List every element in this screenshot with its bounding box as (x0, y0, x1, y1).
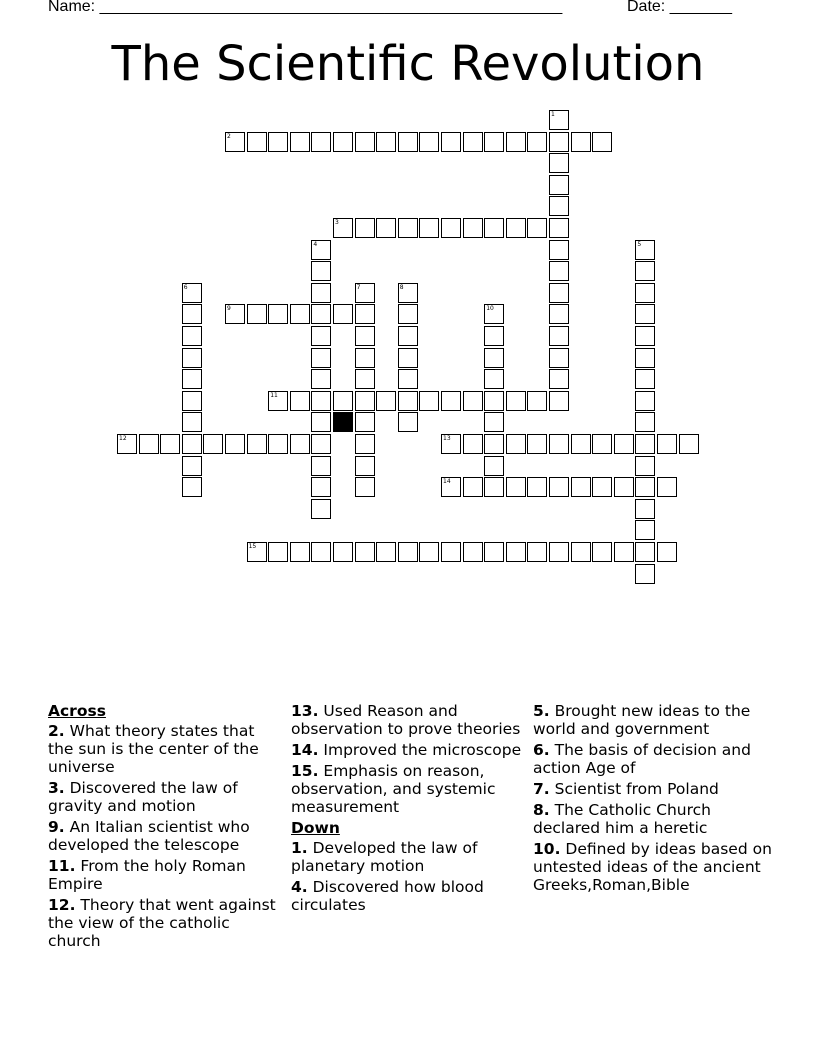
clue-across-9: 9. An Italian scientist who developed the telescope (48, 818, 250, 854)
grid-cell[interactable] (679, 434, 699, 454)
grid-cell[interactable] (657, 477, 677, 497)
grid-cell[interactable] (549, 283, 569, 303)
grid-cell[interactable] (355, 283, 375, 303)
grid-cell[interactable] (355, 477, 375, 497)
grid-cell[interactable] (398, 304, 418, 324)
grid-cell[interactable] (635, 564, 655, 584)
grid-cell[interactable] (506, 391, 526, 411)
grid-cell[interactable] (506, 542, 526, 562)
grid-cell[interactable] (311, 261, 331, 281)
grid-cell[interactable] (549, 110, 569, 130)
grid-cell[interactable] (355, 369, 375, 389)
grid-cell[interactable] (635, 326, 655, 346)
grid-cell[interactable] (635, 456, 655, 476)
grid-cell[interactable] (635, 240, 655, 260)
grid-cell[interactable] (419, 391, 439, 411)
grid-cell[interactable] (484, 456, 504, 476)
cell-number: 13 (443, 435, 451, 442)
grid-cell[interactable] (398, 391, 418, 411)
grid-cell[interactable] (549, 304, 569, 324)
clue-down-6: 6. The basis of decision and action Age of (533, 741, 751, 777)
grid-cell[interactable] (398, 412, 418, 432)
grid-cell[interactable] (506, 434, 526, 454)
grid-cell[interactable] (441, 132, 461, 152)
clue-across-14: 14. Improved the microscope (291, 741, 522, 759)
date-field: Date: _______ (627, 0, 732, 15)
clue-across-13: 13. Used Reason and observation to prove theories (291, 702, 521, 738)
clue-across-15: 15. Emphasis on reason, observation, and systemic measurement (291, 762, 496, 816)
grid-cell[interactable] (484, 132, 504, 152)
clue-down-10: 10. Defined by ideas based on untested ideas of the ancient Greeks,Roman,Bible (533, 840, 772, 894)
grid-cell[interactable] (419, 218, 439, 238)
grid-cell[interactable] (657, 542, 677, 562)
cell-number: 2 (227, 132, 231, 140)
grid-cell[interactable] (463, 132, 483, 152)
grid-cell[interactable] (635, 261, 655, 281)
grid-cell[interactable] (484, 412, 504, 432)
grid-cell[interactable] (311, 499, 331, 519)
clue-column-2 (291, 702, 523, 917)
grid-cell[interactable] (247, 304, 267, 324)
grid-cell[interactable] (441, 391, 461, 411)
grid-cell[interactable] (333, 304, 353, 324)
grid-cell[interactable] (549, 153, 569, 173)
grid-cell[interactable] (182, 283, 202, 303)
cell-number: 6 (183, 283, 188, 291)
grid-cell[interactable] (117, 434, 137, 454)
grid-cell[interactable] (333, 132, 353, 152)
grid-cell[interactable] (571, 477, 591, 497)
grid-cell[interactable] (635, 348, 655, 368)
across-heading: Across (48, 702, 106, 720)
grid-cell[interactable] (268, 391, 288, 411)
grid-cell[interactable] (484, 434, 504, 454)
grid-cell[interactable] (311, 542, 331, 562)
grid-cell[interactable] (484, 369, 504, 389)
grid-cell[interactable] (182, 369, 202, 389)
clue-down-1: 1. Developed the law of planetary motion (291, 839, 478, 875)
grid-cell[interactable] (182, 477, 202, 497)
grid-cell[interactable] (463, 542, 483, 562)
grid-cell[interactable] (398, 369, 418, 389)
grid-cell[interactable] (657, 434, 677, 454)
grid-cell[interactable] (484, 304, 504, 324)
grid-cell[interactable] (333, 218, 353, 238)
grid-cell[interactable] (463, 391, 483, 411)
grid-cell[interactable] (571, 434, 591, 454)
cell-number: 15 (248, 543, 257, 550)
grid-cell[interactable] (549, 326, 569, 346)
grid-cell[interactable] (549, 348, 569, 368)
grid-cell[interactable] (463, 434, 483, 454)
grid-cell[interactable] (225, 434, 245, 454)
grid-cell[interactable] (311, 477, 331, 497)
grid-cell[interactable] (398, 326, 418, 346)
grid-cell[interactable] (635, 369, 655, 389)
grid-cell[interactable] (182, 326, 202, 346)
grid-cell[interactable] (311, 240, 331, 260)
grid-cell[interactable] (376, 218, 396, 238)
clue-column-3 (533, 702, 773, 897)
grid-cell[interactable] (355, 326, 375, 346)
grid-cell[interactable] (527, 391, 547, 411)
grid-cell[interactable] (635, 542, 655, 562)
grid-cell[interactable] (484, 477, 504, 497)
grid-cell[interactable] (527, 542, 547, 562)
grid-cell[interactable] (484, 348, 504, 368)
grid-cell[interactable] (441, 218, 461, 238)
grid-cell[interactable] (419, 132, 439, 152)
grid-cell[interactable] (311, 304, 331, 324)
grid-cell[interactable] (290, 132, 310, 152)
grid-cell[interactable] (355, 434, 375, 454)
grid-cell[interactable] (398, 283, 418, 303)
grid-cell[interactable] (549, 542, 569, 562)
grid-cell[interactable] (635, 283, 655, 303)
grid-cell[interactable] (549, 175, 569, 195)
grid-cell[interactable] (311, 326, 331, 346)
grid-cell[interactable] (484, 326, 504, 346)
grid-cell[interactable] (268, 304, 288, 324)
grid-cell[interactable] (527, 218, 547, 238)
grid-cell[interactable] (160, 434, 180, 454)
grid-cell[interactable] (182, 304, 202, 324)
grid-cell[interactable] (225, 304, 245, 324)
grid-cell[interactable] (355, 304, 375, 324)
grid-cell[interactable] (398, 132, 418, 152)
grid-cell[interactable] (549, 196, 569, 216)
grid-cell[interactable] (441, 434, 461, 454)
grid-cell[interactable] (549, 391, 569, 411)
grid-cell[interactable] (290, 391, 310, 411)
grid-cell[interactable] (311, 283, 331, 303)
clue-down-4: 4. Discovered how blood circulates (291, 878, 484, 914)
cell-number: 1 (551, 111, 555, 118)
grid-cell[interactable] (527, 477, 547, 497)
grid-cell[interactable] (527, 434, 547, 454)
cell-number: 5 (637, 240, 642, 248)
clue-down-8: 8. The Catholic Church declared him a heretic (533, 801, 711, 837)
grid-cell[interactable] (635, 304, 655, 324)
grid-cell[interactable] (182, 456, 202, 476)
grid-cell[interactable] (268, 542, 288, 562)
grid-cell[interactable] (225, 132, 245, 152)
grid-cell[interactable] (311, 456, 331, 476)
grid-cell[interactable] (398, 348, 418, 368)
blocked-square (333, 412, 353, 432)
grid-cell[interactable] (182, 434, 202, 454)
grid-cell[interactable] (484, 542, 504, 562)
grid-cell[interactable] (355, 218, 375, 238)
grid-cell[interactable] (441, 542, 461, 562)
grid-cell[interactable] (549, 132, 569, 152)
cell-number: 4 (313, 240, 318, 248)
name-field: Name: ____________________________________________________ (48, 0, 563, 15)
grid-cell[interactable] (376, 542, 396, 562)
clue-across-11: 11. From the holy Roman Empire (48, 857, 246, 893)
grid-cell[interactable] (484, 391, 504, 411)
cell-number: 14 (443, 478, 451, 486)
grid-cell[interactable] (355, 391, 375, 411)
grid-cell[interactable] (635, 499, 655, 519)
grid-cell[interactable] (441, 477, 461, 497)
cell-number: 8 (399, 283, 404, 291)
grid-cell[interactable] (247, 542, 267, 562)
grid-cell[interactable] (268, 434, 288, 454)
cell-number: 12 (119, 435, 127, 442)
grid-cell[interactable] (635, 391, 655, 411)
grid-cell[interactable] (549, 477, 569, 497)
grid-cell[interactable] (592, 132, 612, 152)
grid-cell[interactable] (549, 369, 569, 389)
cell-number: 3 (335, 219, 339, 226)
grid-cell[interactable] (635, 520, 655, 540)
grid-cell[interactable] (311, 391, 331, 411)
grid-cell[interactable] (506, 132, 526, 152)
grid-cell[interactable] (549, 218, 569, 238)
grid-cell[interactable] (268, 132, 288, 152)
grid-cell[interactable] (355, 542, 375, 562)
grid-cell[interactable] (592, 477, 612, 497)
grid-cell[interactable] (376, 132, 396, 152)
grid-cell[interactable] (463, 218, 483, 238)
grid-cell[interactable] (398, 218, 418, 238)
grid-cell[interactable] (635, 434, 655, 454)
grid-cell[interactable] (355, 132, 375, 152)
cell-number: 9 (227, 305, 231, 313)
grid-cell[interactable] (506, 477, 526, 497)
cell-number: 11 (270, 391, 278, 399)
grid-cell[interactable] (203, 434, 223, 454)
grid-cell[interactable] (592, 434, 612, 454)
grid-cell[interactable] (290, 434, 310, 454)
grid-cell[interactable] (614, 477, 634, 497)
grid-cell[interactable] (635, 477, 655, 497)
grid-cell[interactable] (333, 391, 353, 411)
grid-cell[interactable] (290, 542, 310, 562)
grid-cell[interactable] (182, 348, 202, 368)
cell-number: 7 (356, 283, 361, 291)
grid-cell[interactable] (571, 542, 591, 562)
clue-column-1 (48, 702, 284, 953)
grid-cell[interactable] (311, 348, 331, 368)
clue-down-5: 5. Brought new ideas to the world and government (533, 702, 751, 738)
grid-cell[interactable] (182, 391, 202, 411)
grid-cell[interactable] (311, 412, 331, 432)
grid-cell[interactable] (290, 304, 310, 324)
grid-cell[interactable] (527, 132, 547, 152)
clue-across-12: 12. Theory that went against the view of the catholic church (48, 896, 276, 950)
grid-cell[interactable] (247, 434, 267, 454)
grid-cell[interactable] (571, 132, 591, 152)
grid-cell[interactable] (549, 434, 569, 454)
grid-cell[interactable] (419, 542, 439, 562)
cell-number: 10 (486, 305, 494, 313)
grid-cell[interactable] (549, 261, 569, 281)
grid-cell[interactable] (398, 542, 418, 562)
grid-cell[interactable] (635, 412, 655, 432)
grid-cell[interactable] (463, 477, 483, 497)
grid-cell[interactable] (311, 434, 331, 454)
grid-cell[interactable] (247, 132, 267, 152)
grid-cell[interactable] (592, 542, 612, 562)
down-heading: Down (291, 819, 340, 837)
grid-cell[interactable] (355, 348, 375, 368)
grid-cell[interactable] (311, 132, 331, 152)
grid-cell[interactable] (376, 391, 396, 411)
grid-cell[interactable] (311, 369, 331, 389)
clue-across-3: 3. Discovered the law of gravity and motion (48, 779, 238, 815)
grid-cell[interactable] (614, 434, 634, 454)
grid-cell[interactable] (355, 412, 375, 432)
grid-cell[interactable] (139, 434, 159, 454)
grid-cell[interactable] (182, 412, 202, 432)
grid-cell[interactable] (549, 240, 569, 260)
clue-down-7: 7. Scientist from Poland (533, 780, 719, 798)
grid-cell[interactable] (484, 218, 504, 238)
grid-cell[interactable] (506, 218, 526, 238)
grid-cell[interactable] (355, 456, 375, 476)
page-title: The Scientific Revolution (111, 36, 705, 92)
clue-across-2: 2. What theory states that the sun is the center of the universe (48, 722, 259, 776)
grid-cell[interactable] (333, 542, 353, 562)
grid-cell[interactable] (614, 542, 634, 562)
